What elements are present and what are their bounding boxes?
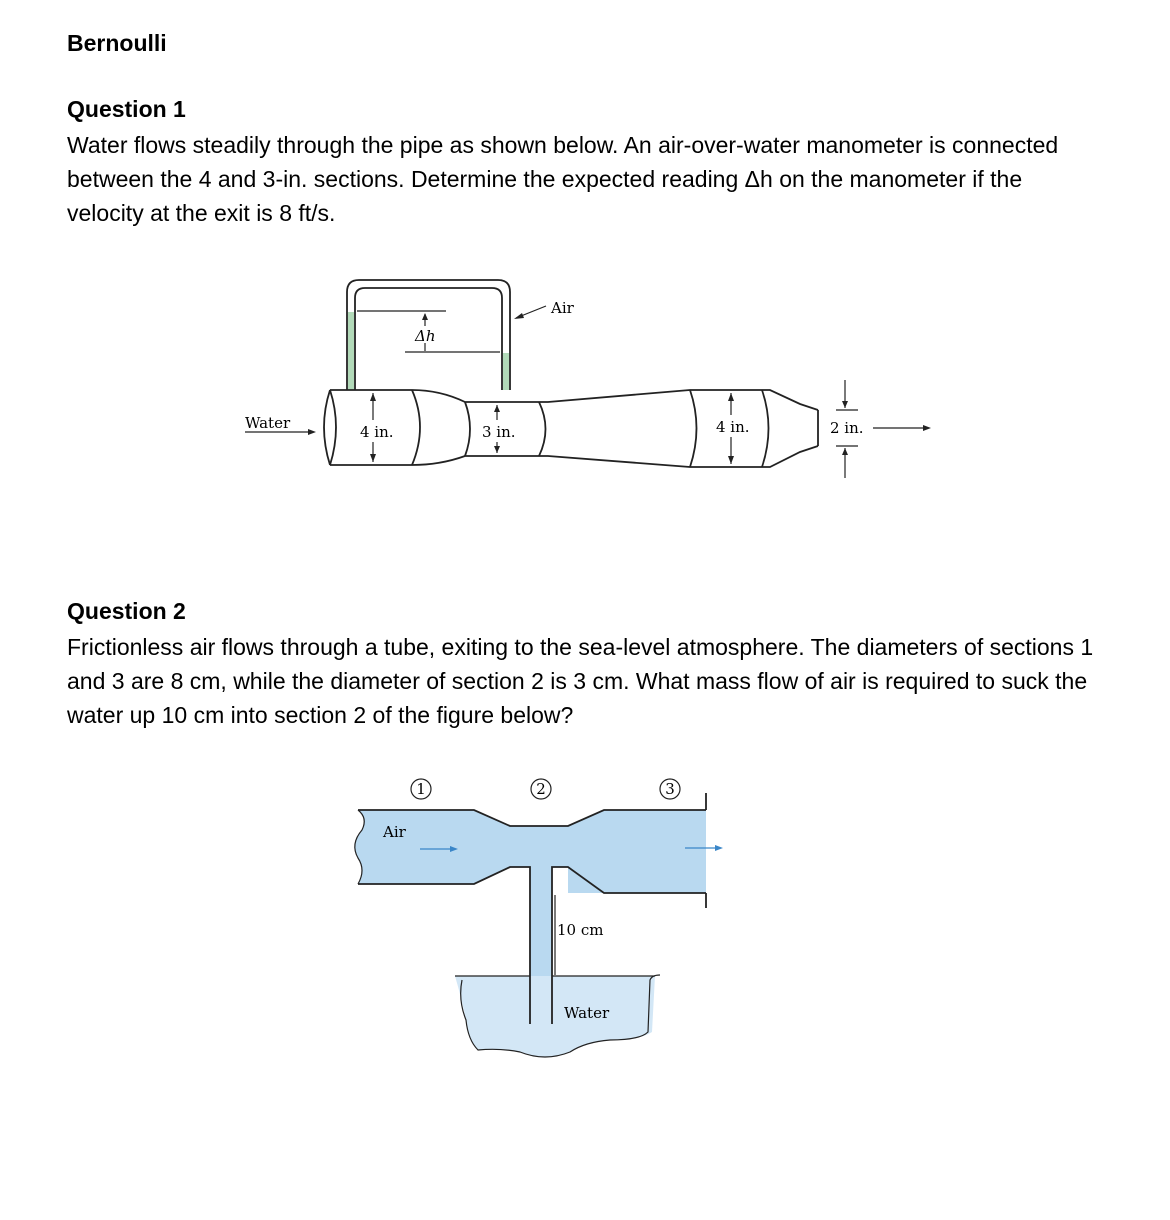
dimension-4in-second: 4 in. bbox=[716, 418, 750, 436]
section-1-marker bbox=[411, 779, 431, 799]
svg-text:3: 3 bbox=[665, 780, 675, 798]
air-outflow-arrow-icon bbox=[715, 845, 723, 851]
dimension-4in-first: 4 in. bbox=[360, 423, 394, 441]
inlet-flow-arrow-icon bbox=[308, 429, 316, 435]
question-2-heading: Question 2 bbox=[67, 598, 186, 624]
water-inlet-label: Water bbox=[245, 414, 291, 432]
water-reservoir bbox=[455, 976, 655, 1057]
section-2-marker bbox=[531, 779, 551, 799]
question-1-heading: Question 1 bbox=[67, 96, 186, 122]
water-label: Water bbox=[564, 1004, 610, 1022]
question-1-text: Water flows steadily through the pipe as shown below. An air-over-water manometer is connected between the 4 and 3-in. sections. Determine the expected reading Δh on the manometer if the velocity at the exit is 8 ft/s. bbox=[67, 132, 1059, 226]
svg-text:2: 2 bbox=[536, 780, 546, 798]
dimension-2in: 2 in. bbox=[830, 419, 864, 437]
exit-flow-arrow-icon bbox=[923, 425, 931, 431]
delta-h-label: Δh bbox=[415, 327, 436, 345]
manometer-tube bbox=[347, 280, 510, 390]
air-label: Air bbox=[383, 823, 406, 841]
section-3-marker bbox=[660, 779, 680, 799]
pipe-manometer-figure bbox=[0, 270, 1170, 500]
venturi-figure bbox=[0, 770, 1170, 1070]
svg-text:1: 1 bbox=[416, 780, 426, 798]
air-label: Air bbox=[551, 299, 574, 317]
document-title: Bernoulli bbox=[67, 30, 167, 56]
dimension-3in: 3 in. bbox=[482, 423, 516, 441]
question-2-text: Frictionless air flows through a tube, exiting to the sea-level atmosphere. The diameters of sections 1 and 3 are 8 cm, while the diameter of section 2 is 3 cm. What mass flow of air is required to suck the water up 10 cm into section 2 of the figure below? bbox=[67, 634, 1094, 728]
height-10cm-label: 10 cm bbox=[557, 921, 604, 939]
